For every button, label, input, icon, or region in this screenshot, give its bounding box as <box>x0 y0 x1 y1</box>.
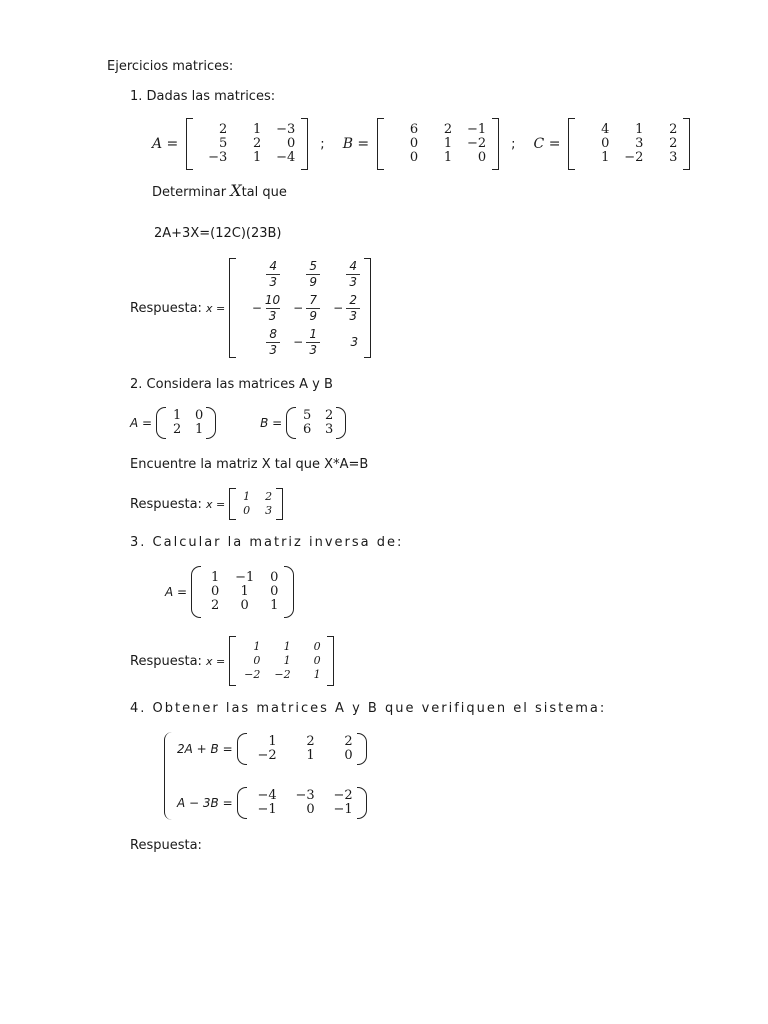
fraction <box>346 294 360 323</box>
matrix-cell: 1 <box>240 584 249 599</box>
matrix-row <box>193 123 295 137</box>
matrix-cell: 0 <box>243 504 251 517</box>
fraction <box>306 294 320 323</box>
matrix-cell: 0 <box>477 150 487 165</box>
fraction-denominator: 3 <box>349 308 357 323</box>
ex3-respuesta-label: Respuesta: <box>130 653 202 669</box>
matrix-row <box>195 599 282 613</box>
matrix-cell: 1 <box>283 654 291 667</box>
ex4-eq2 <box>177 787 367 819</box>
matrix-row <box>239 803 353 817</box>
fraction-denominator: 3 <box>268 308 277 323</box>
matrix-cell: 3 <box>325 422 334 437</box>
ex4-heading: 4. Obtener las matrices A y B que verifiquen el sistema: <box>130 701 607 716</box>
fraction-denominator: 3 <box>269 274 277 289</box>
matrix-cell: −3 <box>295 788 315 803</box>
fraction-numerator: 1 <box>309 326 317 341</box>
ex1-matrix-B <box>377 118 499 170</box>
ex2-matrices <box>130 407 346 439</box>
fraction-cell <box>320 326 360 358</box>
matrix-cell: 0 <box>313 654 321 667</box>
matrix-row <box>384 137 486 151</box>
matrix-cell: 0 <box>253 654 261 667</box>
fraction-denominator: 9 <box>309 274 317 289</box>
matrix-cell: 0 <box>270 584 279 599</box>
fraction-numerator: 7 <box>309 292 317 307</box>
matrix-row <box>193 137 295 151</box>
ex1-sep2: ; <box>511 136 516 152</box>
ex2-heading: 2. Considera las matrices A y B <box>130 377 333 392</box>
matrix-cell: 1 <box>270 598 279 613</box>
matrix-cell: 1 <box>253 122 262 137</box>
matrix-cell: −4 <box>276 150 296 165</box>
ex1-matrices <box>152 118 690 170</box>
matrix-cell: 2 <box>219 122 228 137</box>
matrix-cell: 5 <box>303 408 312 423</box>
ex2-matrix-A <box>156 407 216 439</box>
fraction <box>266 260 280 289</box>
matrix-cell: 3 <box>265 504 273 517</box>
matrix-cell: 1 <box>443 136 453 151</box>
matrix-cell: 5 <box>219 136 228 151</box>
matrix-cell: 0 <box>601 136 610 151</box>
matrix-row <box>230 640 320 654</box>
ex3-heading: 3. Calcular la matriz inversa de: <box>130 535 404 550</box>
matrix-cell: 1 <box>443 150 453 165</box>
matrix-cell: 2 <box>443 122 453 137</box>
matrix-cell: 2 <box>344 734 353 749</box>
fraction-sign: − <box>293 301 304 315</box>
ex1-B-label: B = <box>342 136 370 152</box>
matrix-row <box>290 409 334 423</box>
fraction-cell <box>280 326 320 358</box>
fraction-sign: − <box>251 301 262 315</box>
matrix-cell: −1 <box>466 122 487 137</box>
matrix-cell: 1 <box>210 570 220 585</box>
ex1-heading: 1. Dadas las matrices: <box>130 89 276 104</box>
fraction-cell <box>240 292 280 324</box>
ex3-matrix-A <box>191 566 294 618</box>
ex3-answer-matrix <box>229 636 333 686</box>
fraction-numerator: 5 <box>309 258 317 273</box>
matrix-cell: −2 <box>624 150 644 165</box>
matrix-cell: 2 <box>253 136 262 151</box>
ex1-C-label: C = <box>533 136 561 152</box>
matrix-cell: 0 <box>194 408 204 423</box>
matrix-row <box>230 668 320 682</box>
matrix-cell: 1 <box>253 640 261 653</box>
matrix-cell: −4 <box>257 788 277 803</box>
fraction-denominator: 3 <box>269 342 277 357</box>
matrix-cell: 2 <box>669 136 678 151</box>
matrix-cell: 2 <box>325 408 334 423</box>
ex1-equation: 2A+3X=(12C)(23B) <box>154 226 282 241</box>
ex1-determinar-prefix: Determinar <box>152 185 231 200</box>
fraction <box>306 328 320 357</box>
ex1-answer-matrix <box>229 258 371 358</box>
matrix-cell: 2 <box>265 490 273 503</box>
fraction-whole: 3 <box>350 335 359 349</box>
fraction-denominator: 9 <box>309 308 317 323</box>
matrix-cell: −2 <box>244 668 261 681</box>
ex4-eq1 <box>177 733 367 765</box>
fraction <box>306 260 320 289</box>
fraction-denominator: 3 <box>349 274 357 289</box>
matrix-cell: 6 <box>303 422 312 437</box>
matrix-row <box>575 151 677 165</box>
fraction-numerator: 4 <box>269 258 277 273</box>
matrix-cell: 1 <box>194 422 204 437</box>
matrix-cell: 4 <box>601 122 610 137</box>
fraction-sign: − <box>293 335 304 349</box>
matrix-cell: −1 <box>235 570 255 585</box>
matrix-row <box>228 504 272 518</box>
matrix-cell: 1 <box>268 734 277 749</box>
matrix-cell: 2 <box>669 122 678 137</box>
ex2-A-label: A = <box>130 416 153 430</box>
ex3-answer <box>130 636 334 686</box>
ex2-respuesta-label: Respuesta: <box>130 496 202 512</box>
matrix-cell: 0 <box>210 584 220 599</box>
matrix-row <box>384 151 486 165</box>
fraction-cell <box>280 292 320 324</box>
matrix-row <box>195 571 282 585</box>
fraction-numerator: 4 <box>349 258 357 273</box>
ex3-matrix <box>165 566 294 618</box>
ex1-sep1: ; <box>320 136 325 152</box>
matrix-cell: −2 <box>274 668 291 681</box>
ex1-determinar <box>152 181 287 200</box>
ex2-matrix-B <box>286 407 346 439</box>
matrix-cell: −1 <box>257 802 277 817</box>
ex4-respuesta: Respuesta: <box>130 838 202 853</box>
ex1-x-label: x = <box>205 301 226 315</box>
ex4-eq2-label: A − 3B = <box>177 796 233 810</box>
fraction <box>346 260 360 289</box>
matrix-cell: 0 <box>270 570 279 585</box>
matrix-cell: 1 <box>253 150 262 165</box>
matrix-row <box>228 490 272 504</box>
ex4-eq1-label: 2A + B = <box>177 742 233 756</box>
matrix-row <box>575 123 677 137</box>
matrix-cell: −2 <box>257 748 277 763</box>
matrix-cell: 2 <box>306 734 315 749</box>
fraction <box>266 328 280 357</box>
ex2-statement: Encuentre la matriz X tal que X*A=B <box>130 457 369 472</box>
ex1-X-symbol: X <box>230 181 242 200</box>
matrix-cell: 0 <box>313 640 321 653</box>
matrix-cell: −2 <box>333 788 353 803</box>
page-title: Ejercicios matrices: <box>107 59 234 74</box>
matrix-cell: 3 <box>669 150 678 165</box>
matrix-row <box>290 423 334 437</box>
matrix-cell: 3 <box>635 136 644 151</box>
matrix-cell: 1 <box>306 748 315 763</box>
ex1-respuesta-label: Respuesta: <box>130 300 202 316</box>
matrix-cell: 6 <box>409 122 419 137</box>
matrix-cell: 0 <box>344 748 353 763</box>
matrix-cell: 0 <box>287 136 296 151</box>
system-brace <box>164 732 173 820</box>
matrix-row <box>230 654 320 668</box>
fraction-cell <box>240 258 280 290</box>
matrix-row <box>239 789 353 803</box>
ex1-matrix-C <box>568 118 690 170</box>
fraction-sign: − <box>333 301 344 315</box>
fraction-numerator: 2 <box>349 292 357 307</box>
matrix-row <box>239 749 353 763</box>
ex3-x-label: x = <box>205 654 226 668</box>
matrix-cell: 1 <box>601 150 610 165</box>
matrix-row <box>575 137 677 151</box>
matrix-cell: 1 <box>243 490 251 503</box>
fraction-denominator: 3 <box>309 342 317 357</box>
matrix-cell: −3 <box>208 150 228 165</box>
ex2-answer-matrix <box>229 488 283 520</box>
matrix-row <box>239 735 353 749</box>
ex1-matrix-A <box>186 118 308 170</box>
fraction-cell <box>240 326 280 358</box>
matrix-cell: 2 <box>172 422 182 437</box>
ex1-answer <box>130 258 371 358</box>
matrix-cell: 0 <box>306 802 315 817</box>
matrix-row <box>160 409 204 423</box>
matrix-cell: 1 <box>283 640 291 653</box>
ex3-A-label: A = <box>165 585 188 599</box>
matrix-cell: 1 <box>172 408 182 423</box>
fraction-cell <box>320 292 360 324</box>
fraction-cell <box>280 258 320 290</box>
matrix-cell: 1 <box>313 668 321 681</box>
matrix-row <box>384 123 486 137</box>
fraction-numerator: 10 <box>264 292 281 307</box>
ex2-B-label: B = <box>260 416 283 430</box>
ex2-x-label: x = <box>205 497 226 511</box>
matrix-cell: 0 <box>240 598 249 613</box>
fraction-cell <box>320 258 360 290</box>
matrix-row <box>195 585 282 599</box>
matrix-cell: 2 <box>210 598 220 613</box>
matrix-row <box>160 423 204 437</box>
fraction <box>265 294 280 323</box>
matrix-cell: 1 <box>635 122 644 137</box>
ex2-answer <box>130 488 283 520</box>
matrix-cell: 0 <box>409 150 419 165</box>
ex4-system <box>164 732 367 820</box>
matrix-cell: −2 <box>466 136 487 151</box>
fraction-numerator: 8 <box>269 326 277 341</box>
ex1-determinar-suffix: tal que <box>241 185 287 200</box>
matrix-cell: 0 <box>409 136 419 151</box>
ex1-A-label: A = <box>152 136 179 152</box>
matrix-row <box>193 151 295 165</box>
matrix-cell: −3 <box>276 122 296 137</box>
matrix-cell: −1 <box>333 802 353 817</box>
